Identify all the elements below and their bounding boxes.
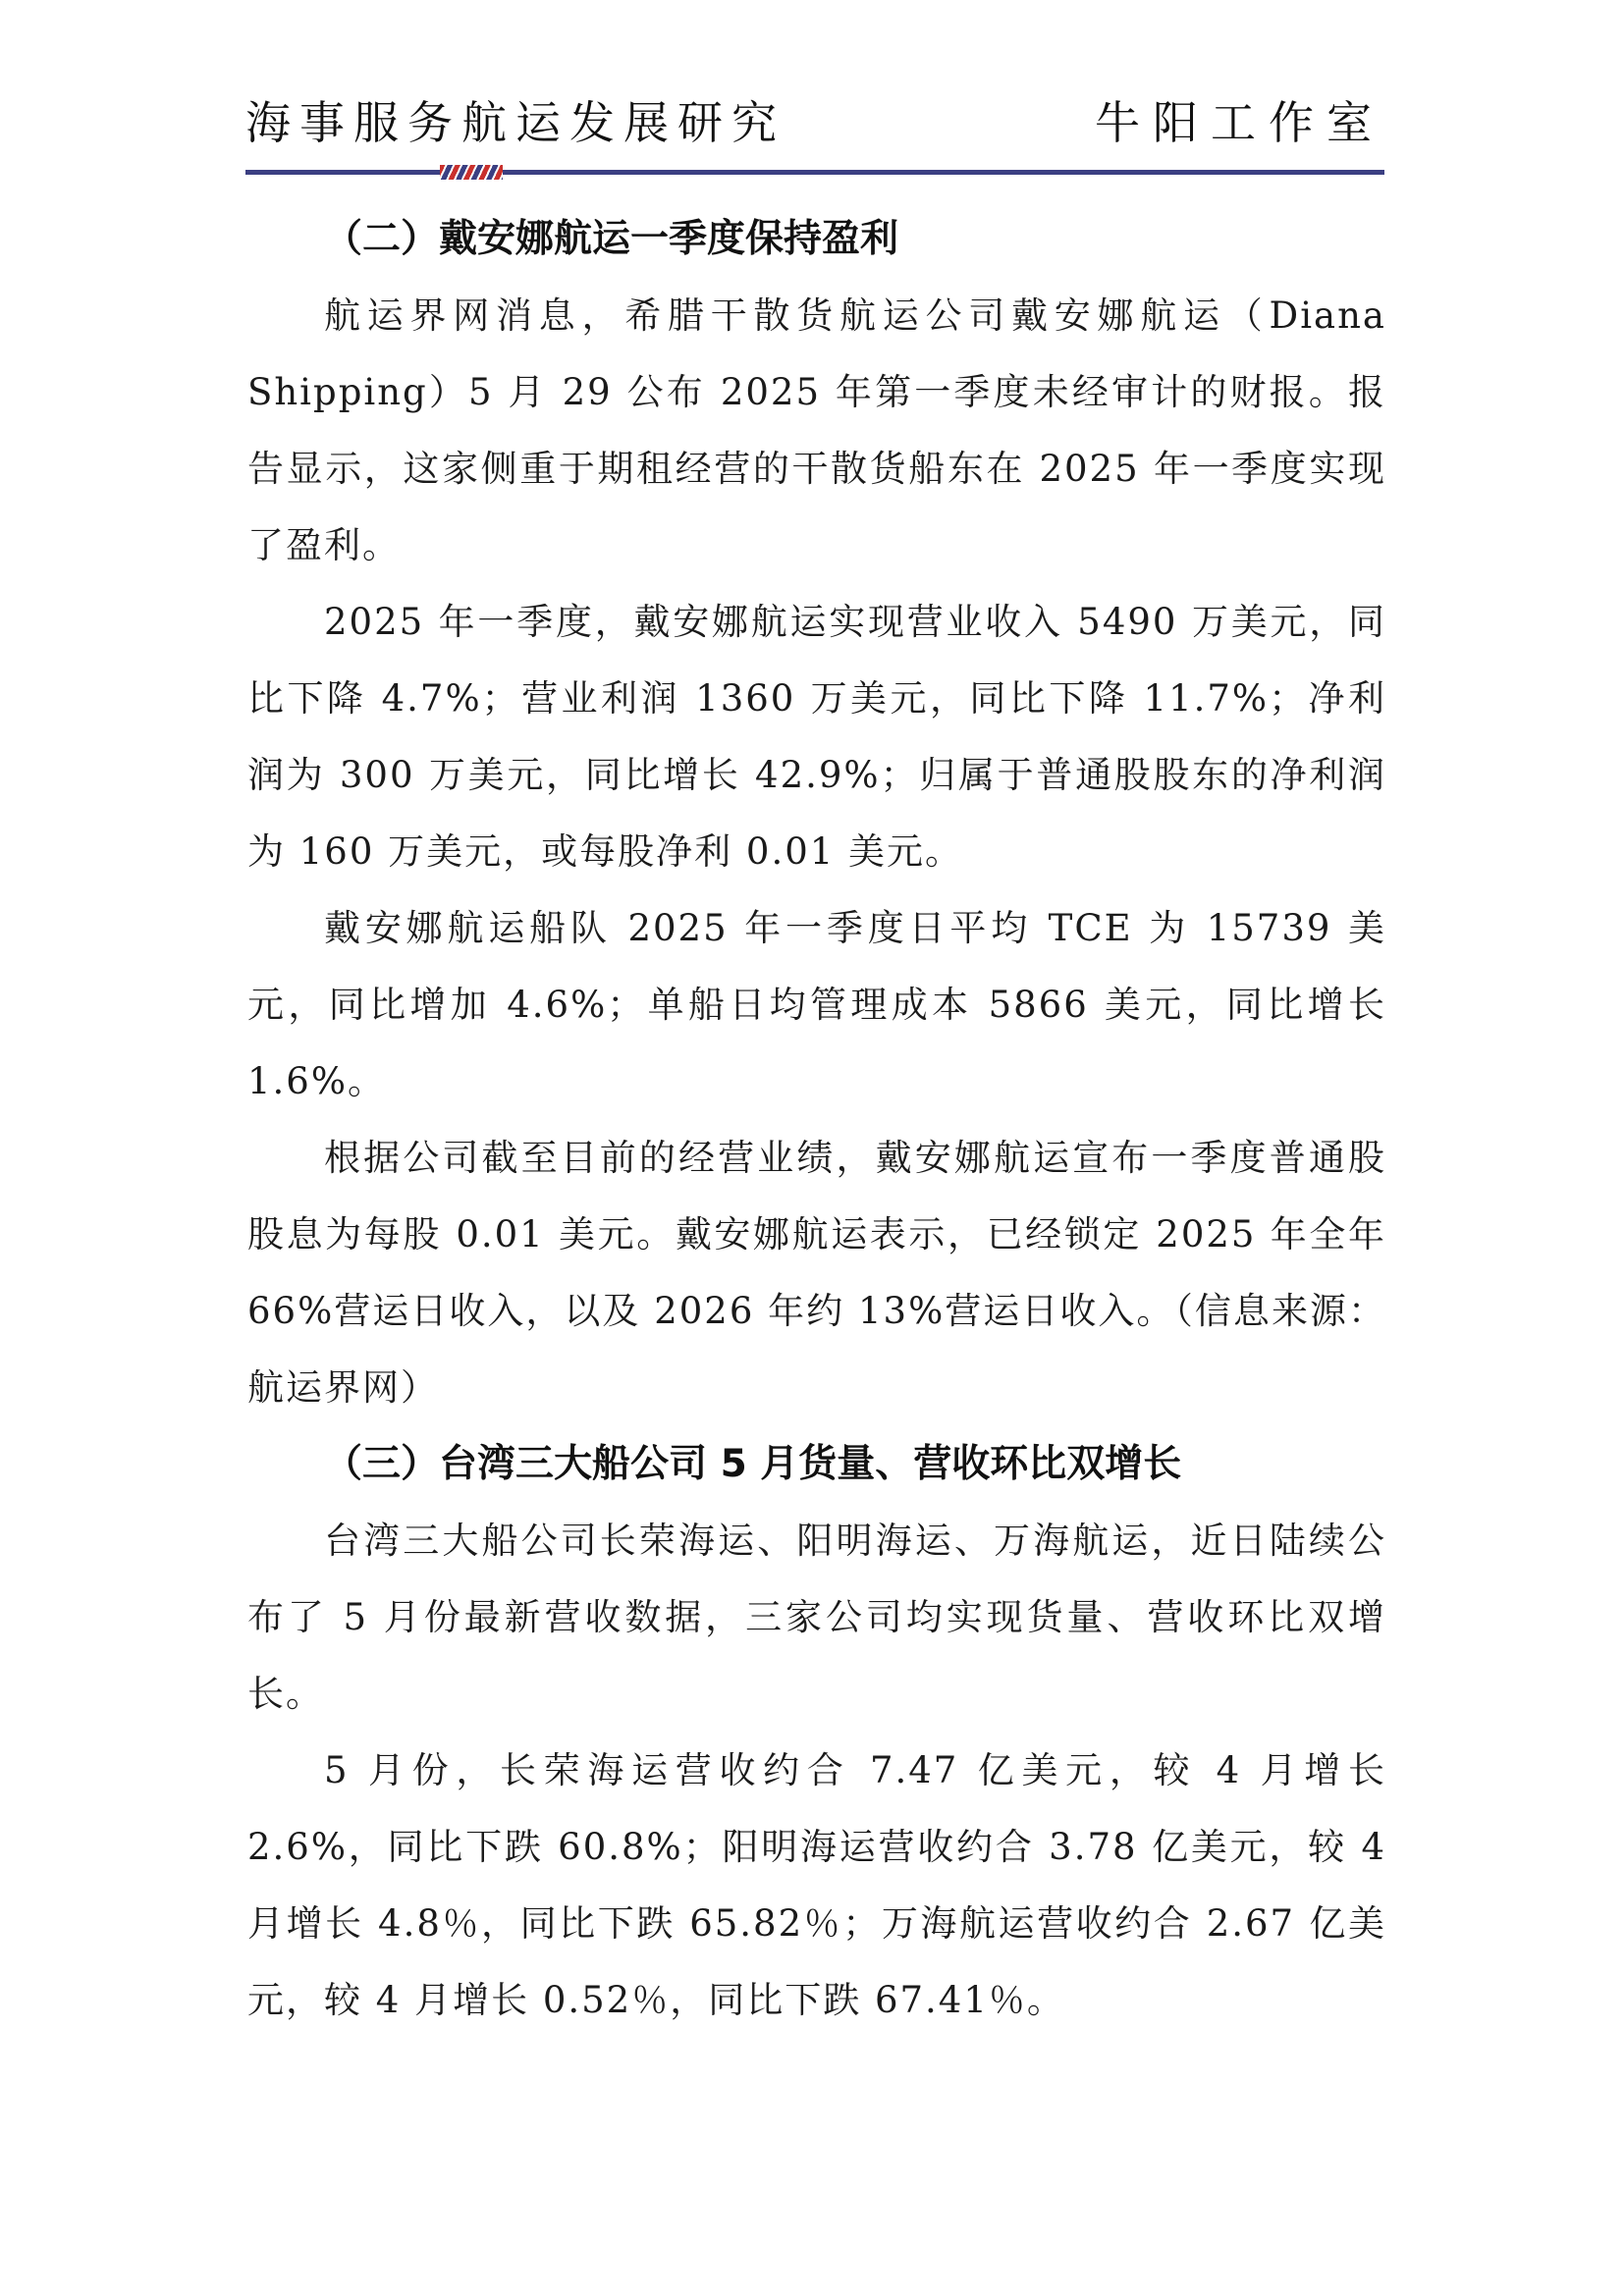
header-publication-title: 海事服务航运发展研究	[245, 96, 785, 149]
paragraph: 戴安娜航运船队 2025 年一季度日平均 TCE 为 15739 美元，同比增加 4.6%；单船日均管理成本 5866 美元，同比增长 1.6%。	[247, 907, 1386, 1102]
paragraph: 2025 年一季度，戴安娜航运实现营业收入 5490 万美元，同比下降 4.7%；营业利润 1360 万美元，同比下降 11.7%；净利润为 300 万美元，同比增长 42.9%；归属于普通股股东的净利润为 160 万美元，或每股净利 0.01 美元。	[247, 601, 1386, 873]
page-header	[245, 98, 1384, 147]
section-title-diana-shipping: （二）戴安娜航运一季度保持盈利	[324, 217, 899, 261]
header-divider-line	[245, 170, 1384, 175]
paragraph: 航运界网消息，希腊干散货航运公司戴安娜航运（Diana Shipping）5 月 29 公布 2025 年第一季度未经审计的财报。报告显示，这家侧重于期租经营的干散货船东在 2025 年一季度实现了盈利。	[247, 294, 1386, 566]
section-title-taiwan-carriers: （三）台湾三大船公司 5 月货量、营收环比双增长	[324, 1442, 1182, 1486]
paragraph: 5 月份，长荣海运营收约合 7.47 亿美元，较 4 月增长 2.6%，同比下跌 60.8%；阳明海运营收约合 3.78 亿美元，较 4 月增长 4.8％，同比下跌 65.82％；万海航运营收约合 2.67 亿美元，较 4 月增长 0.52％，同比下跌 67.41％。	[247, 1749, 1386, 2021]
header-studio-name: 牛阳工作室	[1095, 96, 1384, 149]
paragraph: 台湾三大船公司长荣海运、阳明海运、万海航运，近日陆续公布了 5 月份最新营收数据，三家公司均实现货量、营收环比双增长。	[247, 1520, 1386, 1715]
header-divider-stripe-decoration	[440, 165, 503, 180]
paragraph: 根据公司截至目前的经营业绩，戴安娜航运宣布一季度普通股股息为每股 0.01 美元。戴安娜航运表示，已经锁定 2025 年全年 66%营运日收入，以及 2026 年约 13%营运日收入。（信息来源：航运界网）	[247, 1137, 1386, 1409]
article-body	[247, 201, 1386, 2039]
